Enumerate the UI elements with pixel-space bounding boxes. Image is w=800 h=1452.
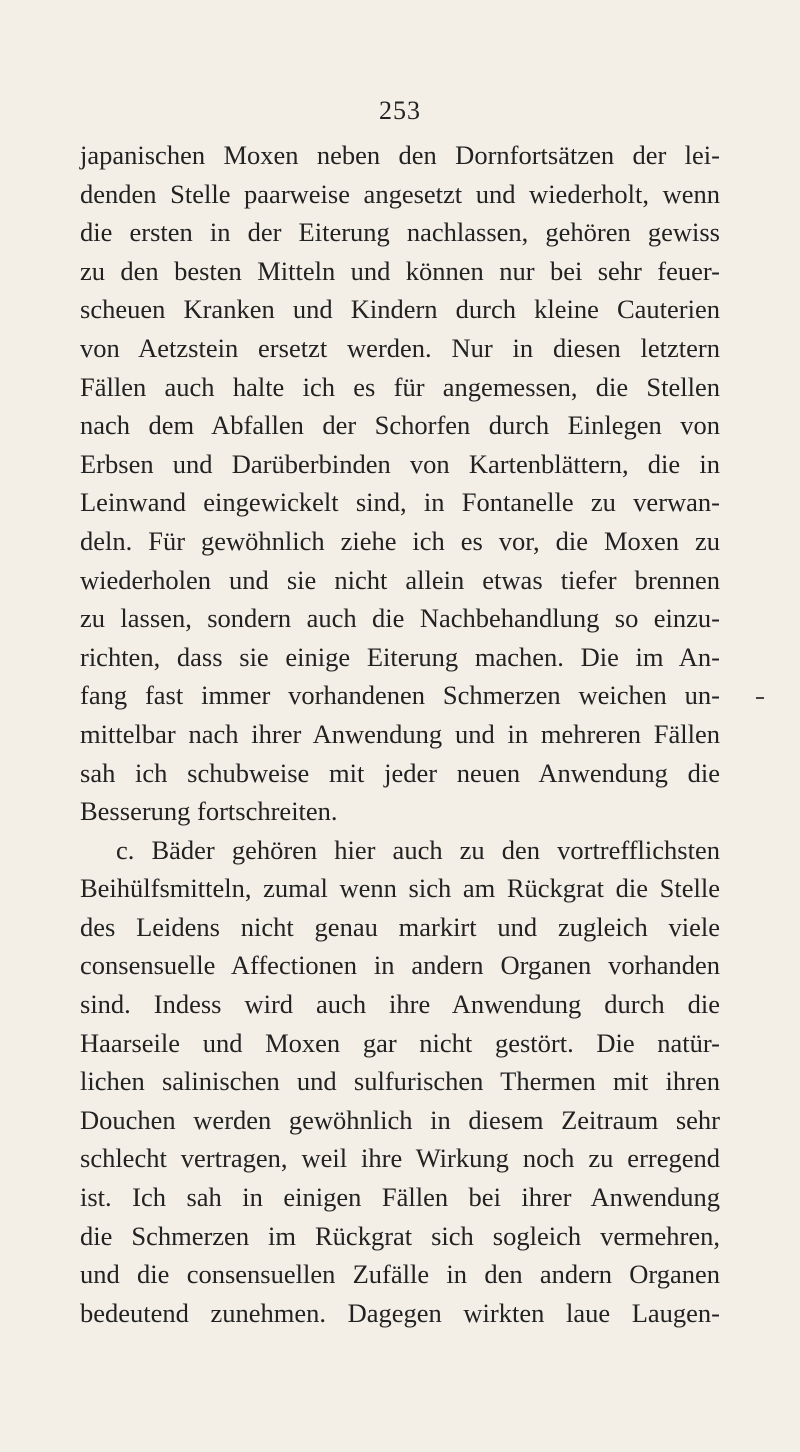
text-line: japanischen Moxen neben den Dornfortsätzen der lei- bbox=[80, 140, 720, 170]
text-line: Beihülfsmitteln, zumal wenn sich am Rückgrat die Stelle bbox=[80, 873, 720, 904]
text-line: schlecht vertragen, weil ihre Wirkung noch zu erregend bbox=[80, 1143, 720, 1174]
text-line: Douchen werden gewöhnlich in diesem Zeitraum sehr bbox=[80, 1104, 720, 1135]
text-line: richten, dass sie einige Eiterung machen. Die im An- bbox=[80, 641, 720, 672]
text-line: des Leidens nicht genau markirt und zugleich viele bbox=[80, 911, 720, 942]
text-line: Besserung fortschreiten. bbox=[80, 796, 338, 827]
text-line: scheuen Kranken und Kindern durch kleine Cauterien bbox=[80, 294, 720, 325]
text-line: Haarseile und Moxen gar nicht gestört. Die natür- bbox=[80, 1027, 720, 1058]
text-line: zu den besten Mitteln und können nur bei sehr feuer- bbox=[80, 255, 720, 286]
text-line: fang fast immer vorhandenen Schmerzen weichen un- bbox=[80, 680, 720, 711]
margin-mark bbox=[756, 697, 764, 699]
text-line: mittelbar nach ihrer Anwendung und in mehreren Fällen bbox=[80, 718, 720, 749]
body-text bbox=[80, 136, 720, 1332]
text-line: die ersten in der Eiterung nachlassen, gehören gewiss bbox=[80, 217, 720, 248]
text-line: ist. Ich sah in einigen Fällen bei ihrer Anwendung bbox=[80, 1182, 720, 1213]
text-line: Leinwand eingewickelt sind, in Fontanelle zu verwan- bbox=[80, 487, 720, 518]
text-line: nach dem Abfallen der Schorfen durch Einlegen von bbox=[80, 410, 720, 441]
text-line: denden Stelle paarweise angesetzt und wiederholt, wenn bbox=[80, 178, 720, 209]
text-line: die Schmerzen im Rückgrat sich sogleich vermehren, bbox=[80, 1220, 720, 1251]
text-line: deln. Für gewöhnlich ziehe ich es vor, die Moxen zu bbox=[80, 525, 720, 556]
text-line: consensuelle Affectionen in andern Organen vorhanden bbox=[80, 950, 720, 981]
text-line: zu lassen, sondern auch die Nachbehandlung so einzu- bbox=[80, 603, 720, 634]
text-line: bedeutend zunehmen. Dagegen wirkten laue Laugen- bbox=[80, 1297, 720, 1328]
text-line: und die consensuellen Zufälle in den andern Organen bbox=[80, 1259, 720, 1290]
text-line: wiederholen und sie nicht allein etwas tiefer brennen bbox=[80, 564, 720, 595]
page-number: 253 bbox=[379, 96, 421, 125]
text-line: sind. Indess wird auch ihre Anwendung durch die bbox=[80, 989, 720, 1020]
text-line: c. Bäder gehören hier auch zu den vortrefflichsten bbox=[116, 834, 720, 865]
text-line: von Aetzstein ersetzt werden. Nur in diesen letztern bbox=[80, 332, 720, 363]
text-line: Erbsen und Darüberbinden von Kartenblättern, die in bbox=[80, 448, 720, 479]
text-line: Fällen auch halte ich es für angemessen, die Stellen bbox=[80, 371, 720, 402]
text-line: sah ich schubweise mit jeder neuen Anwendung die bbox=[80, 757, 720, 788]
text-line: lichen salinischen und sulfurischen Thermen mit ihren bbox=[80, 1066, 720, 1097]
